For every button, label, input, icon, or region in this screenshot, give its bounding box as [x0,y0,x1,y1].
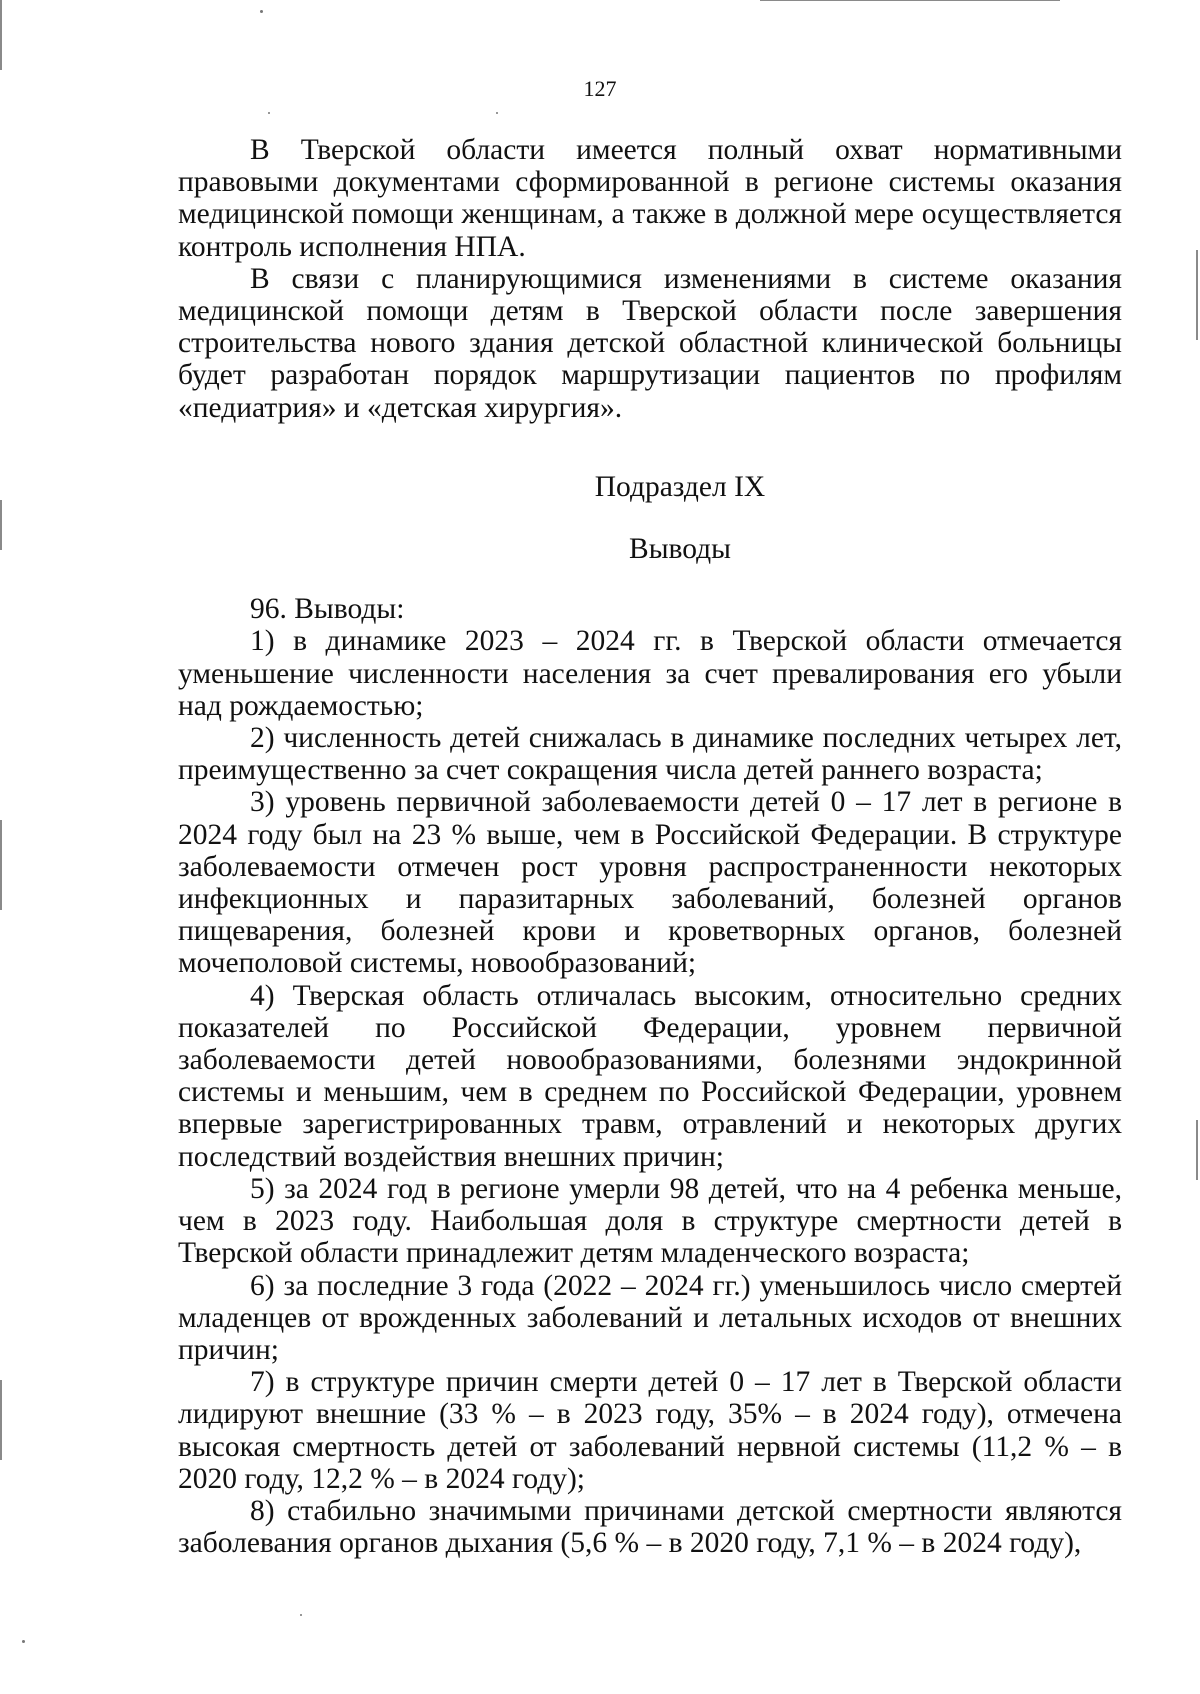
scan-edge-mark [0,1380,2,1460]
scan-edge-mark [1196,250,1198,340]
conclusion-item-4: 4) Тверская область отличалась высоким, относительно средних показателей по Российской Федерации, уровнем первичной заболеваемости детей новообразованиями, болезнями эндокринной системы и меньшим, чем в среднем по Российской Федерации, уровнем впервые зарегистрированных травм, отравлений и некоторых других последствий воздействия внешних причин; [178,979,1122,1173]
scan-speck [22,1640,25,1643]
conclusion-item-7: 7) в структуре причин смерти детей 0 – 17 лет в Тверской области лидируют внешние (33 % – в 2023 году, 35% – в 2024 году), отмечена высокая смертность детей от заболеваний нервной системы (11,2 % – в 2020 году, 12,2 % – в 2024 году); [178,1366,1122,1495]
scan-speck [268,112,270,114]
conclusion-item-1: 1) в динамике 2023 – 2024 гг. в Тверской области отмечается уменьшение численности населения за счет превалирования его убыли над рождаемостью; [178,625,1122,722]
conclusion-item-3: 3) уровень первичной заболеваемости детей 0 – 17 лет в регионе в 2024 году был на 23 % выше, чем в Российской Федерации. В структуре заболеваемости отмечен рост уровня распространенности некоторых инфекционных и паразитарных заболеваний, болезней органов пищеварения, болезней крови и кроветворных органов, болезней мочеполовой системы, новообразований; [178,786,1122,980]
page-number: 127 [583,76,617,101]
conclusion-item-8: 8) стабильно значимыми причинами детской смертности являются заболевания органов дыхания (5,6 % – в 2020 году, 7,1 % – в 2024 году), [178,1494,1122,1560]
conclusions-intro: 96. Выводы: [250,593,405,626]
body-paragraph: В Тверской области имеется полный охват нормативными правовыми документами сформированной в регионе системы оказания медицинской помощи женщинам, а также в должной мере осуществляется контроль исполнения НПА. [178,134,1122,263]
scan-edge-mark [1196,1120,1198,1180]
scan-speck [260,10,263,13]
conclusion-item-5: 5) за 2024 год в регионе умерли 98 детей, что на 4 ребенка меньше, чем в 2023 году. Наибольшая доля в структуре смертности детей в Тверской области принадлежит детям младенческого возраста; [178,1172,1122,1270]
conclusion-item-6: 6) за последние 3 года (2022 – 2024 гг.) уменьшилось число смертей младенцев от врожденных заболеваний и летальных исходов от внешних причин; [178,1269,1122,1366]
scan-speck [496,112,498,114]
body-paragraph: В связи с планирующимися изменениями в системе оказания медицинской помощи детям в Тверской области после завершения строительства нового здания детской областной клинической больницы будет разработан порядок маршрутизации пациентов по профилям «педиатрия» и «детская хирургия». [178,262,1122,424]
scan-edge-mark [0,0,2,70]
scan-edge-mark [760,0,1060,1]
scan-edge-mark [0,820,2,910]
conclusions-heading: Выводы [629,533,731,566]
scan-speck [300,1614,302,1616]
scan-edge-mark [0,500,2,550]
conclusion-item-2: 2) численность детей снижалась в динамике последних четырех лет, преимущественно за счет сокращения числа детей раннего возраста; [178,722,1122,787]
document-body [178,134,1122,1559]
subsection-heading: Подраздел IX [594,470,766,503]
